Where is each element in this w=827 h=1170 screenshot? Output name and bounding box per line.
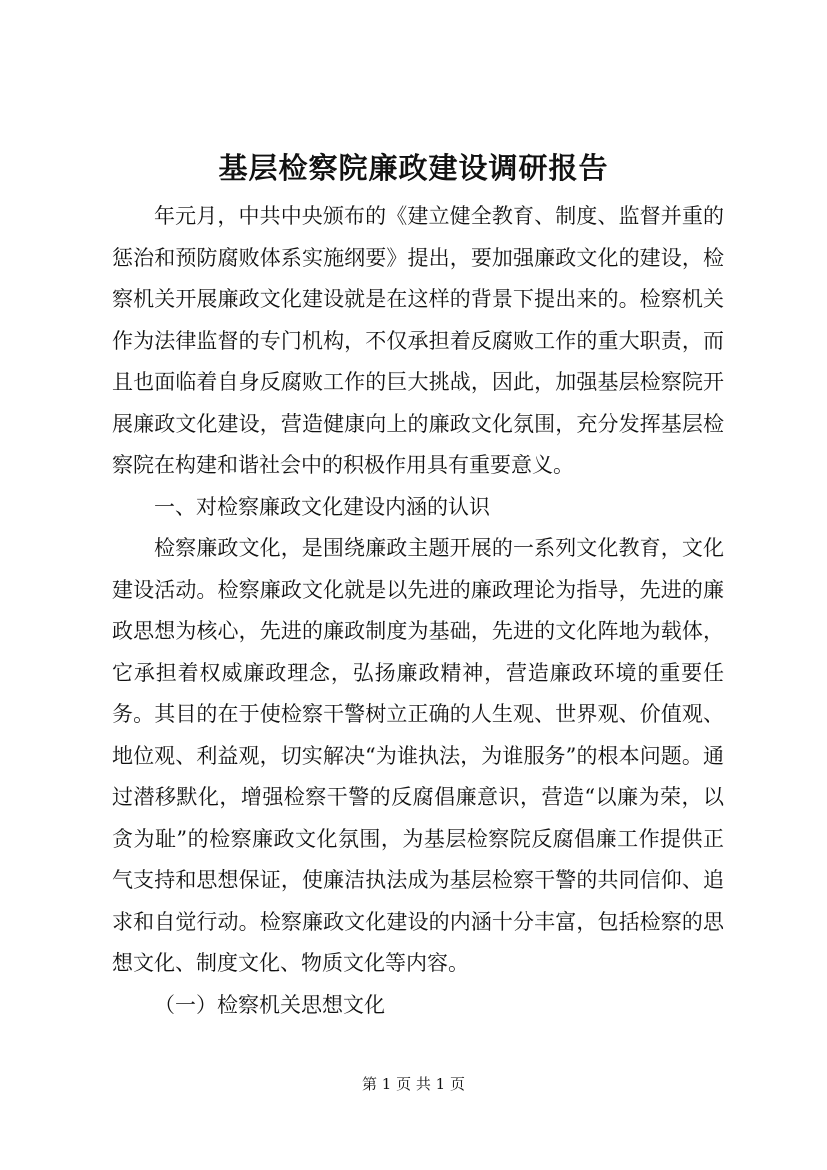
document-body <box>112 196 724 1026</box>
subsection-heading-1: （一）检察机关思想文化 <box>154 992 385 1017</box>
intro-paragraph: 年元月，中共中央颁布的《建立健全教育、制度、监督并重的惩治和预防腐败体系实施纲要》提出，要加强廉政文化的建设，检察机关开展廉政文化建设就是在这样的背景下提出来的。检察机关作为法律监督的专门机构，不仅承担着反腐败工作的重大职责，而且也面临着自身反腐败工作的巨大挑战，因此，加强基层检察院开展廉政文化建设，营造健康向上的廉政文化氛围，充分发挥基层检察院在构建和谐社会中的积极作用具有重要意义。 <box>112 204 724 477</box>
section-heading-1: 一、对检察廉政文化建设内涵的认识 <box>154 494 490 519</box>
page-footer: 第 1 页 共 1 页 <box>362 1075 465 1093</box>
document-title: 基层检察院廉政建设调研报告 <box>218 151 609 185</box>
section-1-paragraph: 检察廉政文化，是围绕廉政主题开展的一系列文化教育，文化建设活动。检察廉政文化就是以先进的廉政理论为指导，先进的廉政思想为核心，先进的廉政制度为基础，先进的文化阵地为载体，它承担着权威廉政理念，弘扬廉政精神，营造廉政环境的重要任务。其目的在于使检察干警树立正确的人生观、世界观、价值观、地位观、利益观，切实解决“为谁执法，为谁服务”的根本问题。通过潜移默化，增强检察干警的反腐倡廉意识，营造“以廉为荣，以贪为耻”的检察廉政文化氛围，为基层检察院反腐倡廉工作提供正气支持和思想保证，使廉洁执法成为基层检察干警的共同信仰、追求和自觉行动。检察廉政文化建设的内涵十分丰富，包括检察的思想文化、制度文化、物质文化等内容。 <box>112 536 724 975</box>
